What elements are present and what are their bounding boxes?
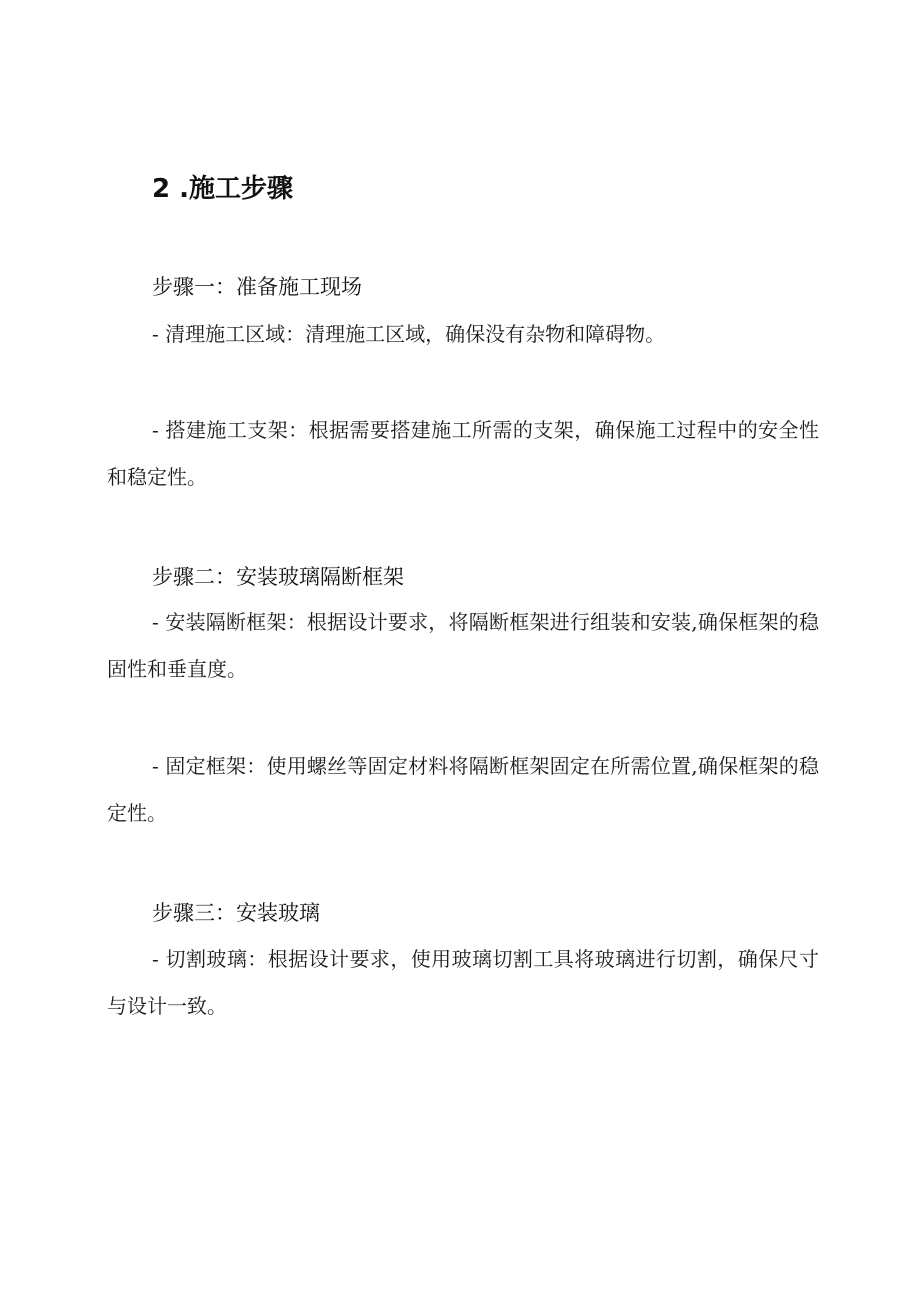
step-1-title: 步骤一：准备施工现场 (152, 275, 362, 299)
step-2-item-2: - 固定框架：使用螺丝等固定材料将隔断框架固定在所需位置,确保框架的稳定性。 (107, 754, 819, 825)
step-2-item-1: - 安装隔断框架：根据设计要求，将隔断框架进行组装和安装,确保框架的稳固性和垂直度。 (107, 610, 819, 681)
step-1-item-2: - 搭建施工支架：根据需要搭建施工所需的支架，确保施工过程中的安全性和稳定性。 (107, 418, 819, 489)
section-heading: 2 .施工步骤 (152, 174, 294, 204)
step-3-item-1: - 切割玻璃：根据设计要求，使用玻璃切割工具将玻璃进行切割，确保尺寸与设计一致。 (107, 947, 819, 1018)
step-3-title: 步骤三：安装玻璃 (152, 901, 320, 925)
step-2-title: 步骤二：安装玻璃隔断框架 (152, 565, 404, 589)
step-1-item-1: - 清理施工区域：清理施工区域，确保没有杂物和障碍物。 (152, 322, 666, 346)
